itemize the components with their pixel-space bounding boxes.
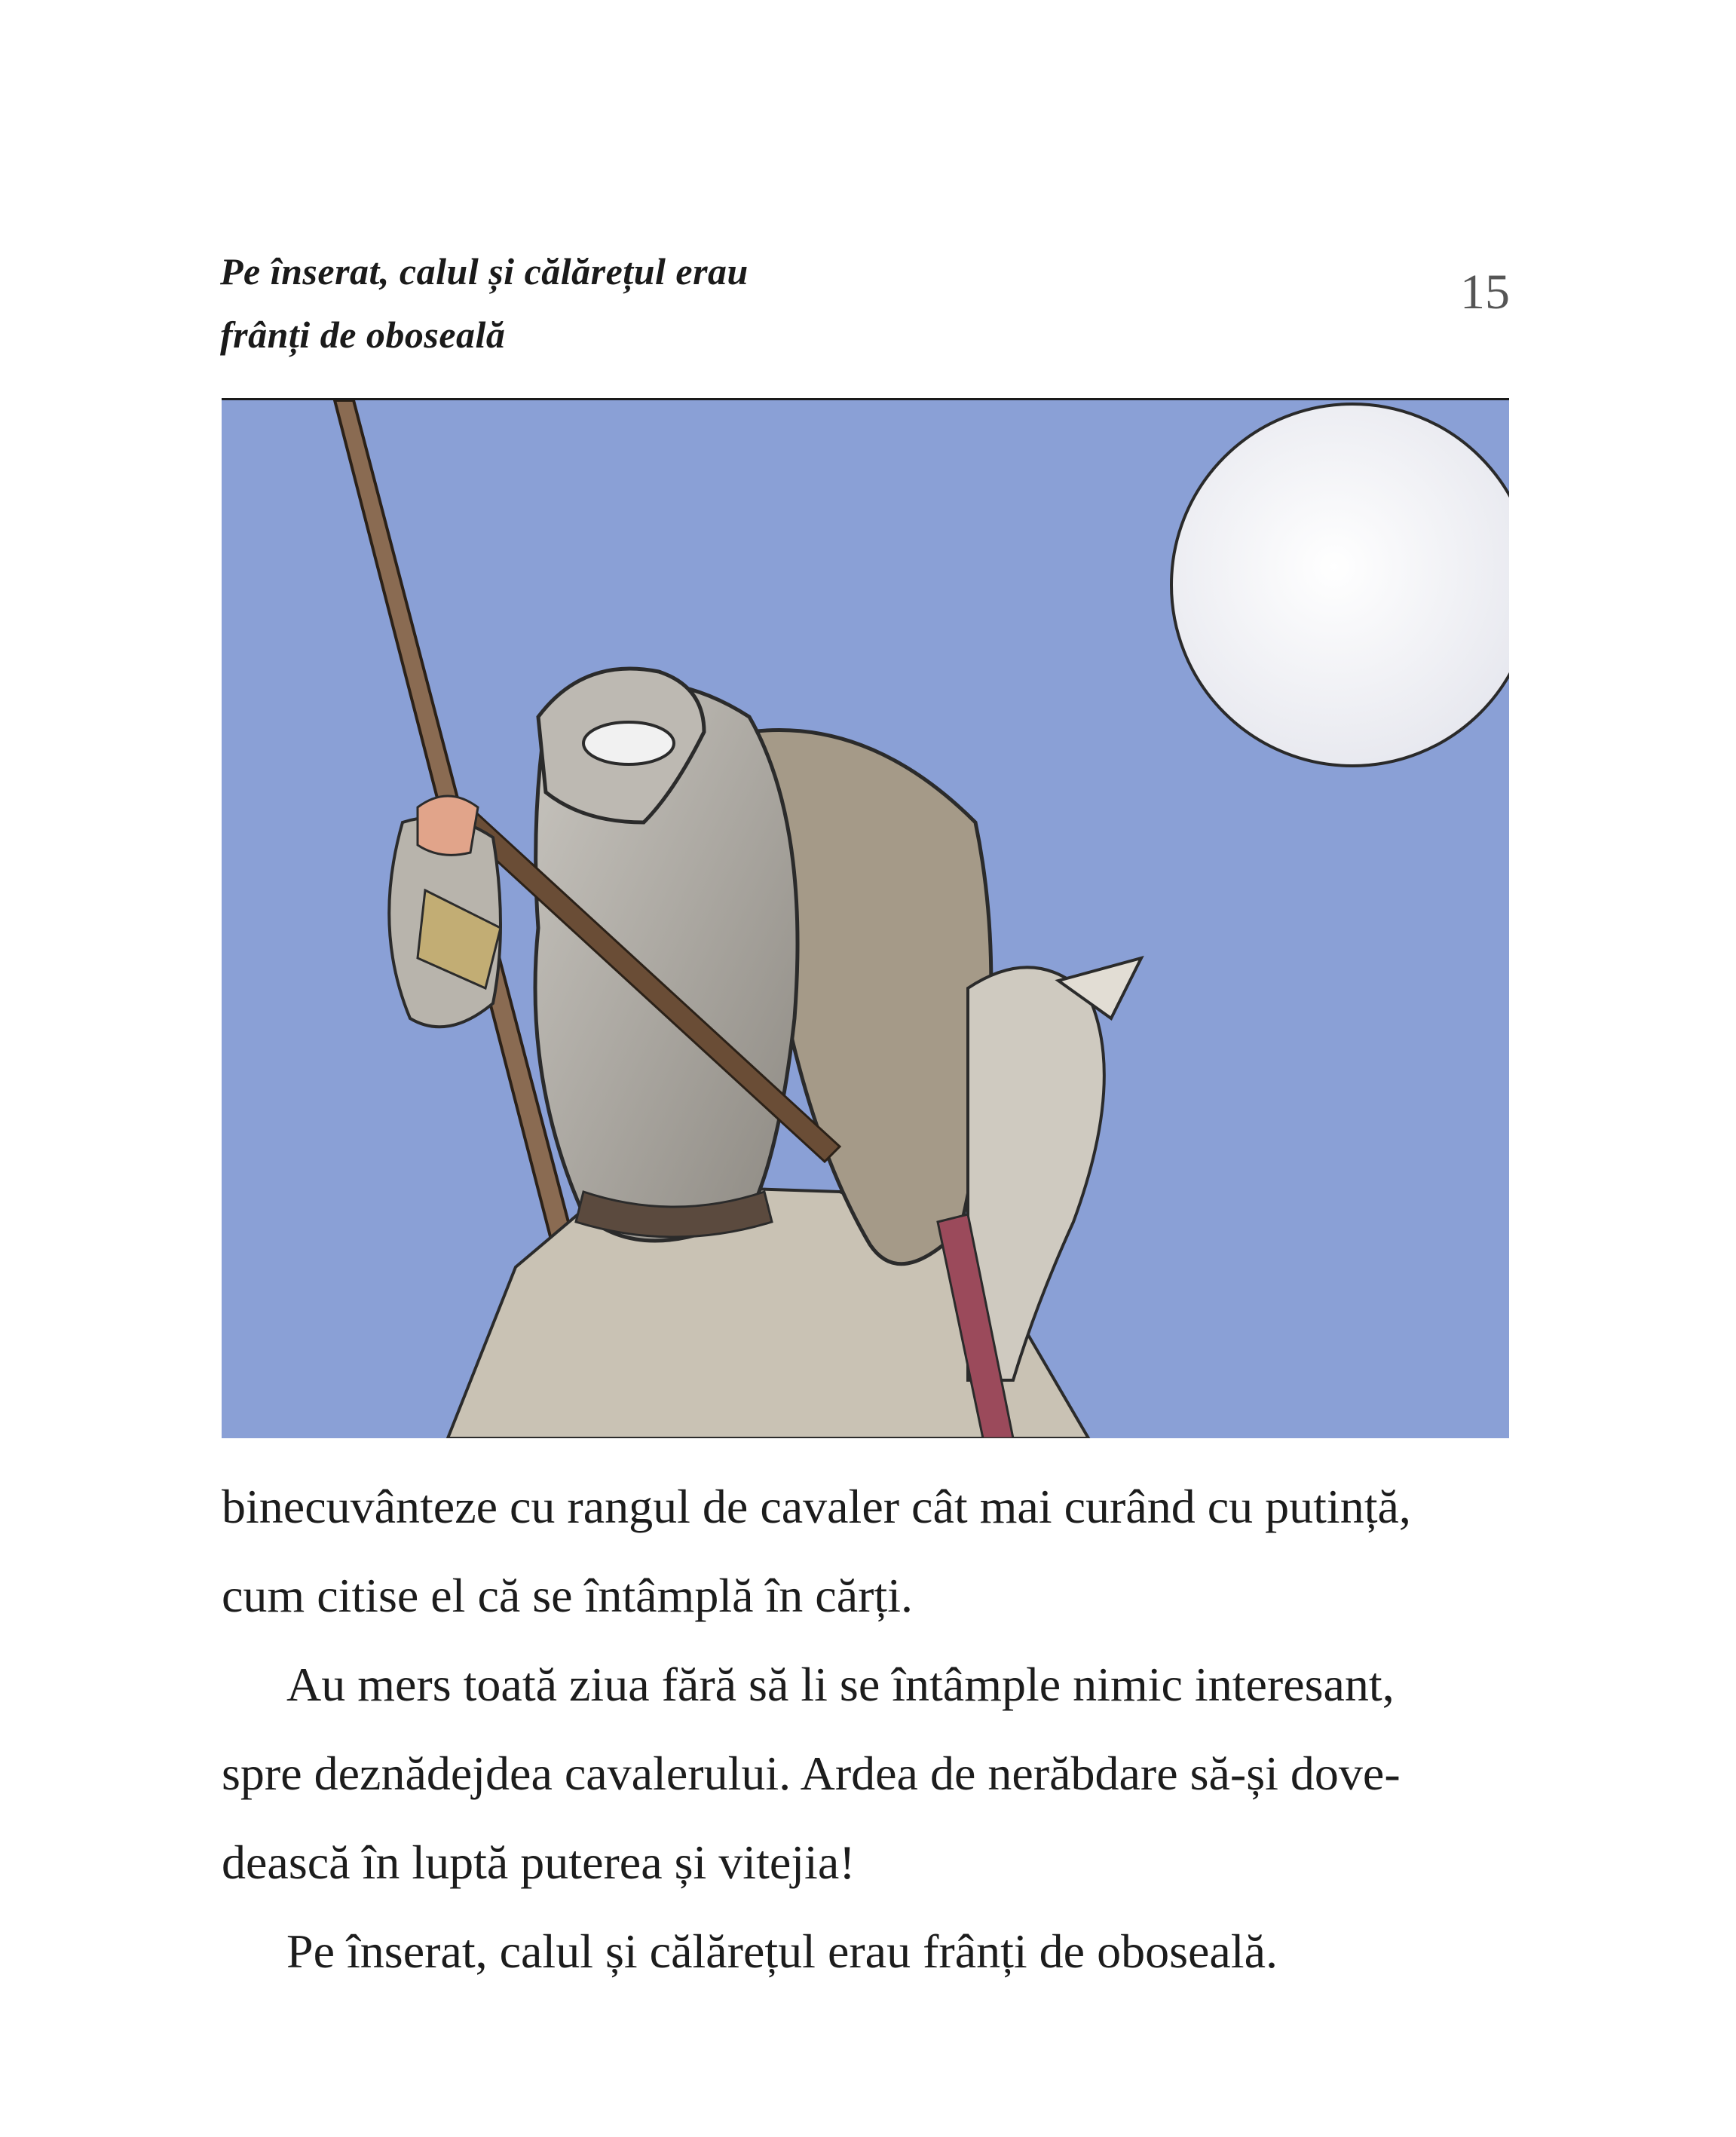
body-text [222, 1462, 1509, 1996]
p1-line-1: binecuvânteze cu rangul de cavaler cât mai curând cu putință, [222, 1480, 1411, 1533]
p2-line-2: spre deznădejdea cavalerului. Ardea de nerăbdare să-și dove- [222, 1747, 1401, 1800]
illustration-caption [220, 240, 749, 366]
paragraph-2 [222, 1640, 1509, 1907]
paragraph-1 [222, 1462, 1509, 1640]
page-number: 15 [1460, 265, 1510, 320]
p1-line-2: cum citise el că se întâmplă în cărți. [222, 1569, 913, 1622]
knight-moon-illustration [222, 398, 1509, 1438]
p2-line-1: Au mers toată ziua fără să li se întâmple nimic interesant, [286, 1658, 1395, 1711]
moon [1171, 404, 1509, 766]
caption-line-2: frânți de oboseală [220, 314, 506, 356]
paragraph-3: Pe înserat, calul și călărețul erau frânți de oboseală. [286, 1924, 1278, 1978]
caption-line-1: Pe înserat, calul și călărețul erau [220, 250, 749, 292]
knight-hand [418, 796, 478, 855]
p2-line-3: dească în luptă puterea și vitejia! [222, 1835, 856, 1889]
